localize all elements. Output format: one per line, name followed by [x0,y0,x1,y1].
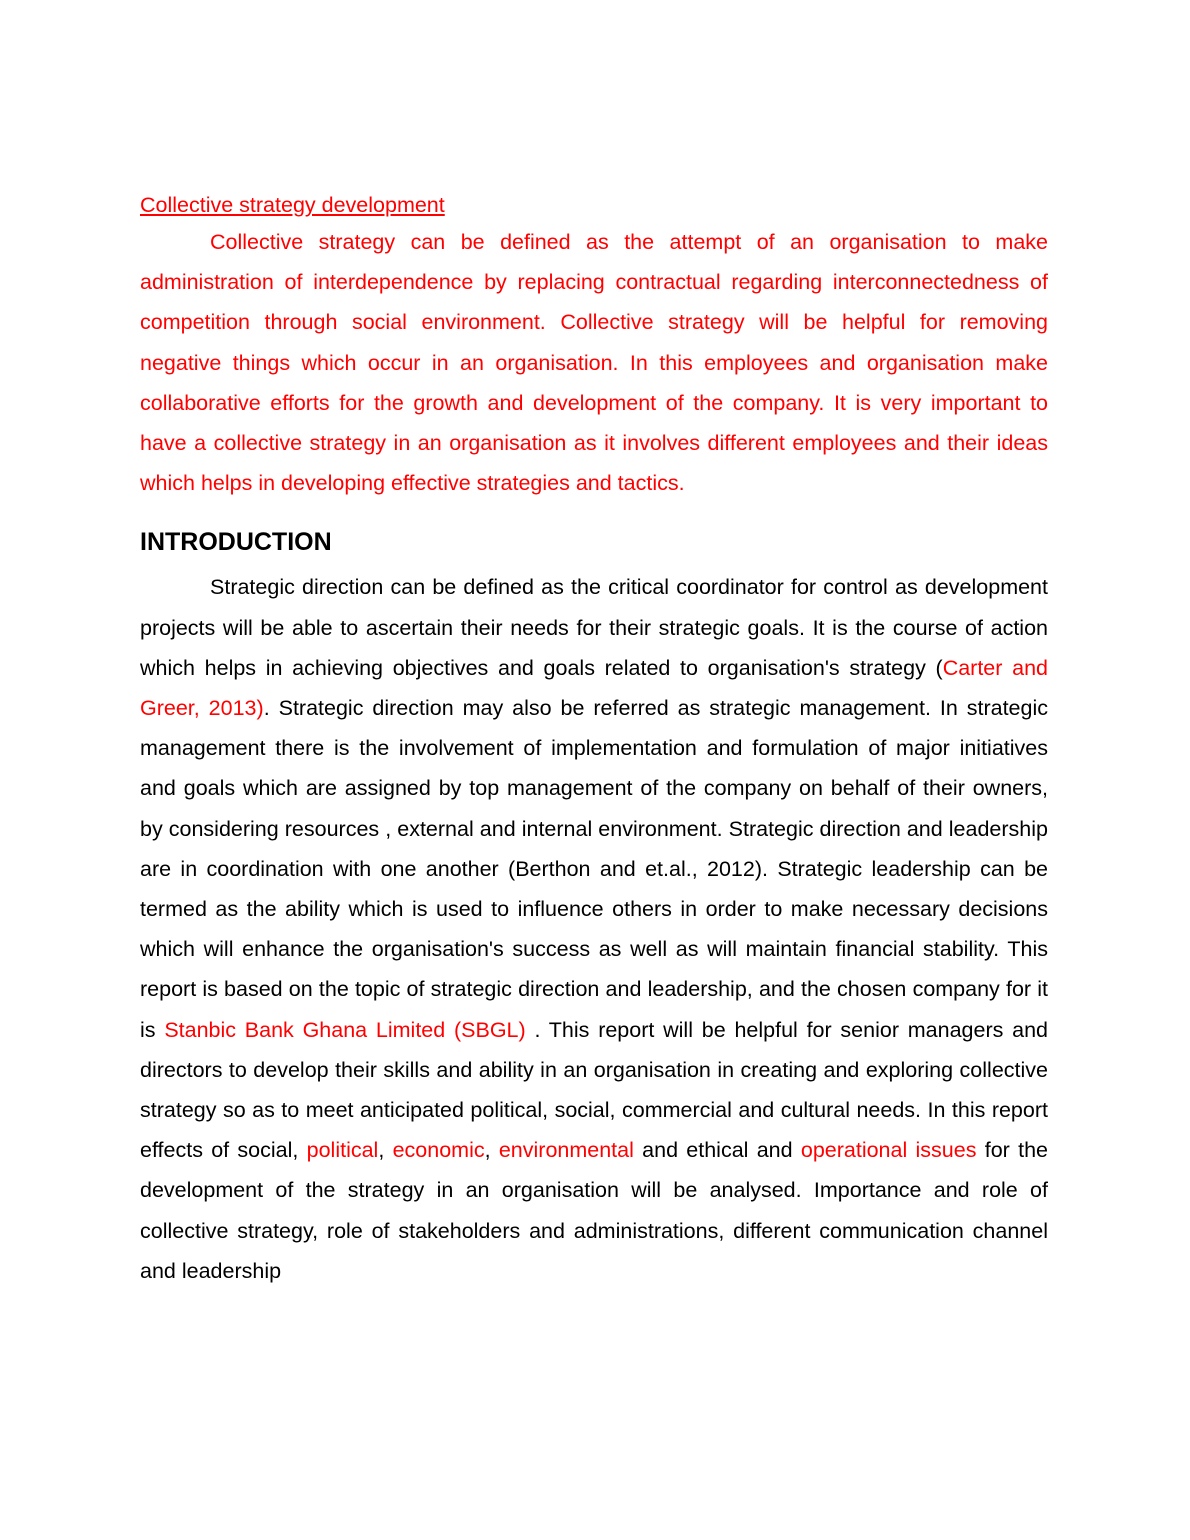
collective-strategy-paragraph: Collective strategy can be defined as the attempt of an organisation to make administration of interdependence by replacing contractual regarding interconnectedness of competition through social environment. Collective strategy will be helpful for removing negative things which occur in an organisation. In this employees and organisation make collaborative efforts for the growth and development of the company. It is very important to have a collective strategy in an organisation as it involves different employees and their ideas which helps in developing effective strategies and tactics. [140,230,1048,496]
keyword-environmental: environmental [498,1138,634,1163]
intro-text-5: for the development of the strategy in an organisation will be analysed. Importance and role of collective strategy, role of stakeholders and administrations, different communication channel and leadership [140,1138,1048,1283]
keyword-economic: economic [392,1138,485,1163]
keyword-operational-issues: operational issues [800,1138,977,1163]
intro-text-1: Strategic direction can be defined as the critical coordinator for control as development projects will be able to ascertain their needs for their strategic goals. It is the course of action which helps in achieving objectives and goals related to organisation's strategy ( [140,575,1048,680]
intro-text-2: . Strategic direction may also be referred as strategic management. In strategic management there is the involvement of implementation and formulation of major initiatives and goals which are assigned by top management of the company on behalf of their owners, by considering resources , external and internal environment. Strategic direction and leadership are in coordination with one another (Berthon and et.al., 2012). Strategic leadership can be termed as the ability which is used to influence others in order to make necessary decisions which will enhance the organisation's success as well as will maintain financial stability. This report is based on the topic of strategic direction and leadership, and the chosen company for it is [140,696,1048,1042]
intro-text-4: and ethical and [633,1138,801,1163]
section-title-collective-strategy: Collective strategy development [140,193,445,217]
intro-comma-1: , [378,1138,393,1163]
intro-comma-2: , [484,1138,499,1163]
document-page [140,188,1048,1291]
company-name: Stanbic Bank Ghana Limited (SBGL) [164,1017,526,1042]
citation-carter-greer: Carter and Greer, 2013) [140,655,1048,721]
introduction-heading: INTRODUCTION [140,528,332,557]
keyword-political: political [306,1138,379,1163]
introduction-paragraph [140,567,1048,1291]
intro-text-3: . This report will be helpful for senior managers and directors to develop their skills and ability in an organisation in creating and exploring collective strategy so as to meet anticipated political, social, commercial and cultural needs. In this report effects of social, [140,1017,1049,1163]
